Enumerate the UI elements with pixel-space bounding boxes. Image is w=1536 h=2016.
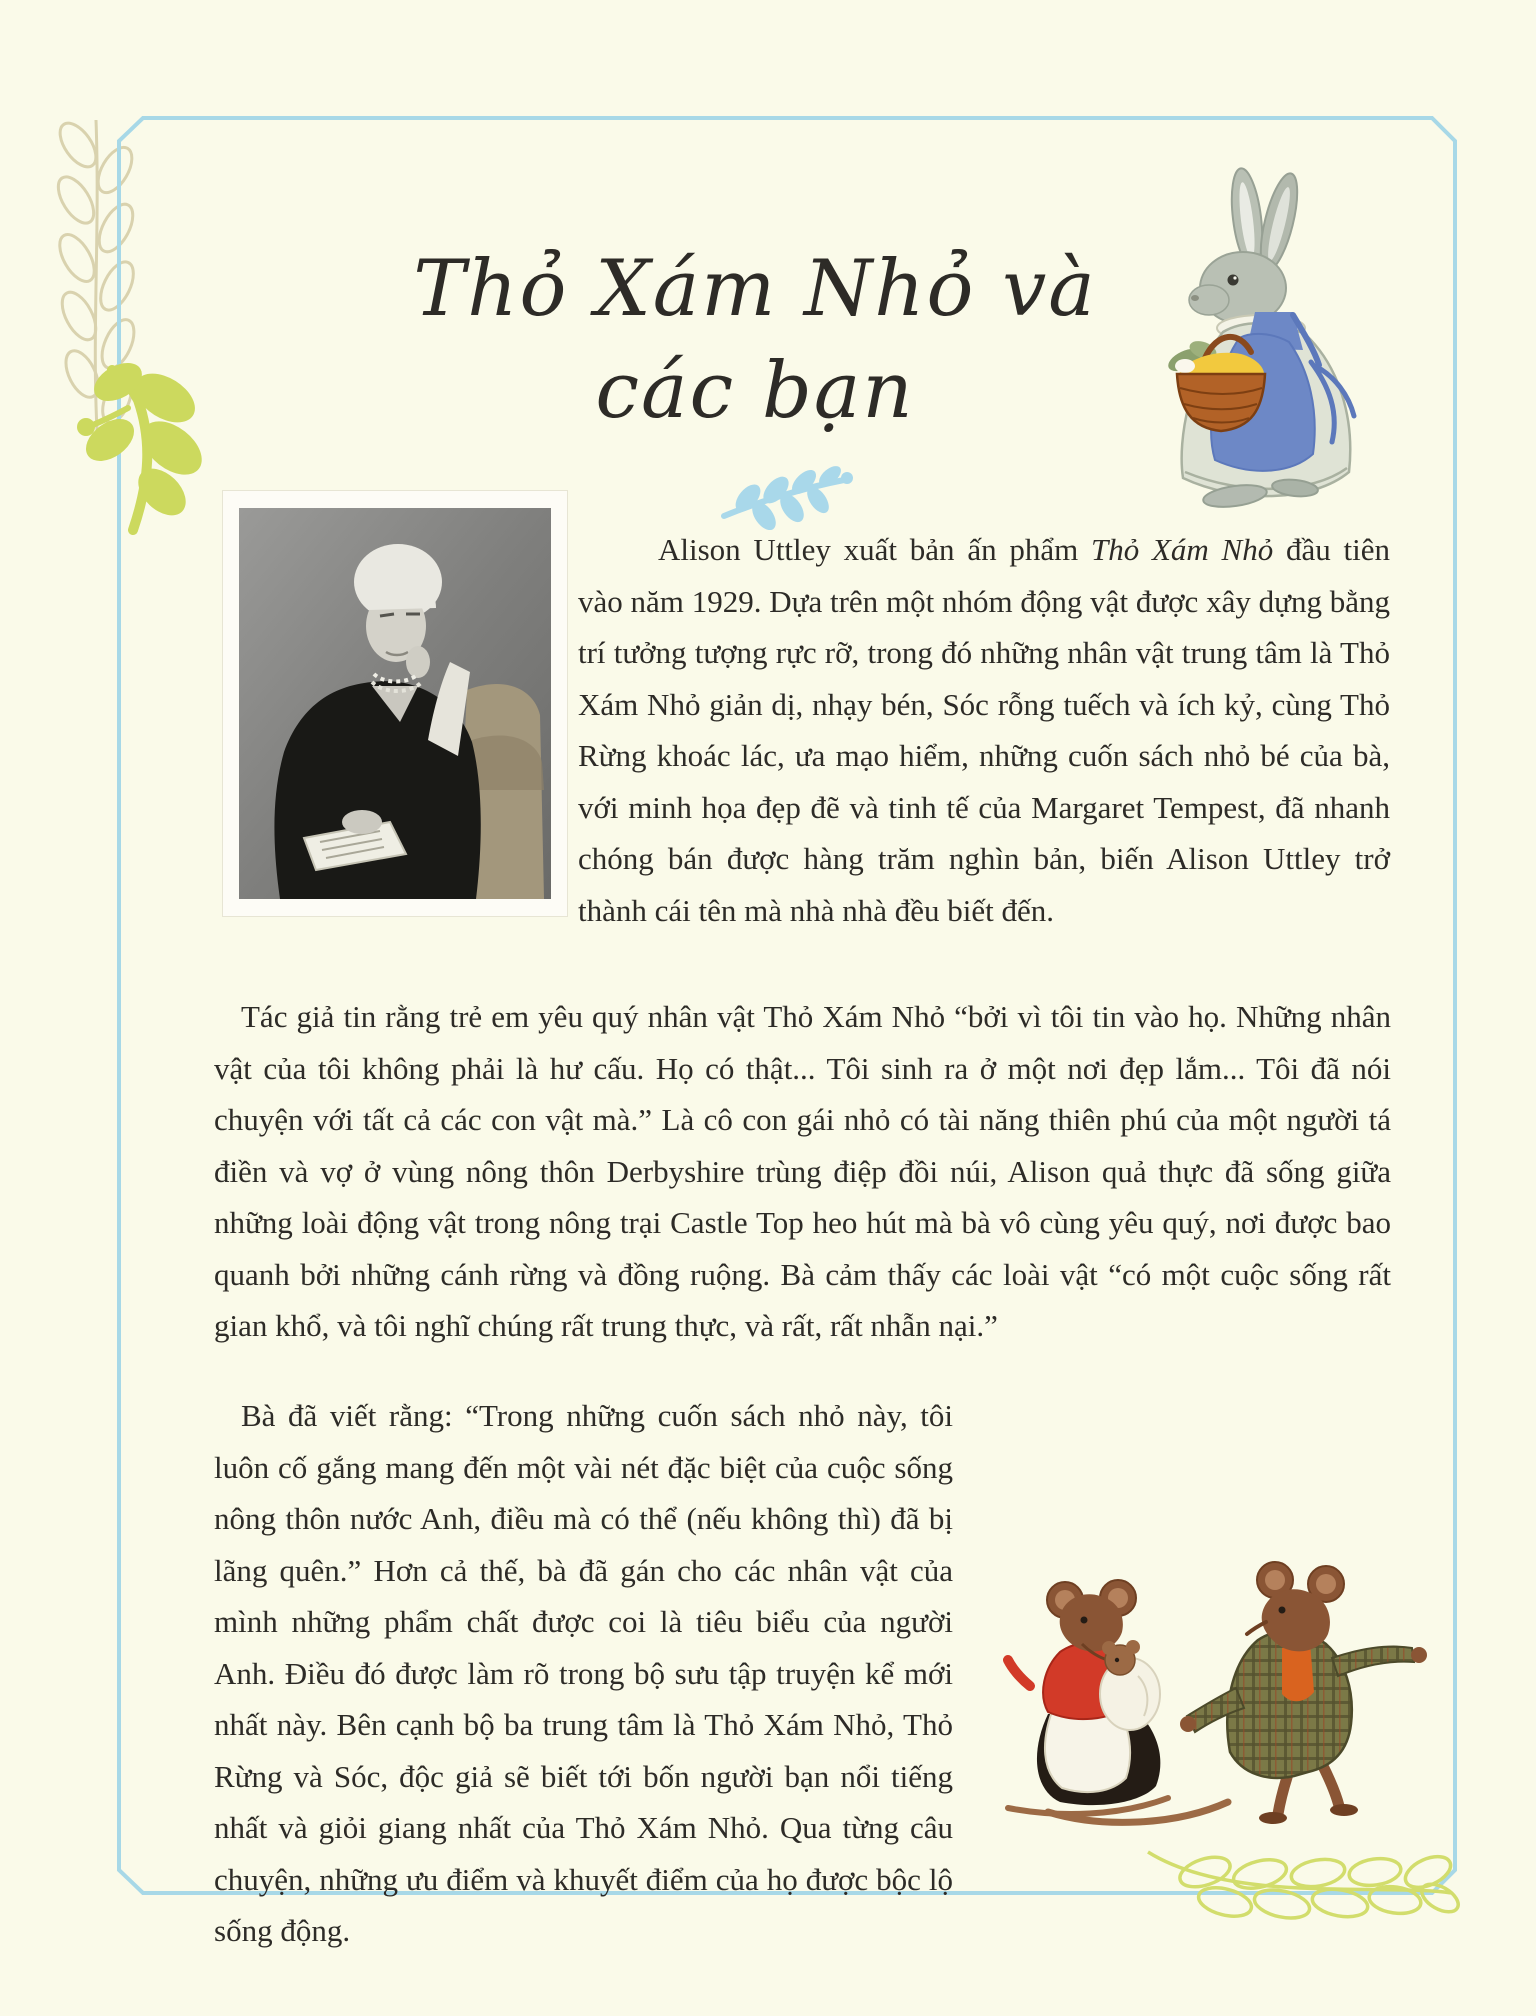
mice-illustration — [990, 1556, 1435, 1836]
father-mouse — [1180, 1562, 1427, 1824]
mouse-family-icon — [990, 1556, 1435, 1836]
paragraph-2: Tác giả tin rằng trẻ em yêu quý nhân vật Thỏ Xám Nhỏ “bởi vì tôi tin vào họ. Những nhân vật của tôi không phải là hư cấu. Họ có thật... Tôi sinh ra ở một nơi đẹp lắm... Tôi đã nói chuyện với tất cả các con vật mà.” Là cô con gái nhỏ có tài năng thiên phú của một người tá điền và vợ ở vùng nông thôn Derbyshire trùng điệp đồi núi, Alison quả thực đã sống giữa những loài động vật trong nông trại Castle Top heo hút mà bà vô cùng yêu quý, nơi được bao quanh bởi những cánh rừng và đồng ruộng. Bà cảm thấy các loài vật “có một cuộc sống rất gian khổ, và tôi nghĩ chúng rất trung thực, và rất, rất nhẫn nại.” — [214, 999, 1391, 1343]
blue-leaf-divider-icon — [718, 458, 858, 530]
mother-mouse — [1008, 1580, 1160, 1805]
page-title-line-1: Thỏ Xám Nhỏ và — [413, 244, 1097, 334]
author-photo — [222, 490, 568, 917]
alison-uttley-portrait — [222, 490, 568, 917]
paragraph-1-rest: đầu tiên vào năm 1929. Dựa trên một nhóm động vật được xây dựng bằng trí tưởng tượng rực rỡ, trong đó những nhân vật trung tâm là Thỏ Xám Nhỏ giản dị, nhạy bén, Sóc rỗng tuếch và ích kỷ, cùng Thỏ Rừng khoác lác, ưa mạo hiểm, những cuốn sách nhỏ bé của bà, với minh họa đẹp đẽ và tinh tế của Margaret Tempest, đã nhanh chóng bán được hàng trăm nghìn bản, biến Alison Uttley trở thành cái tên mà nhà nhà đều biết đến. — [578, 532, 1390, 928]
grey-rabbit-with-basket-icon — [1143, 160, 1373, 510]
paragraph-3-text: Bà đã viết rằng: “Trong những cuốn sách nhỏ này, tôi luôn cố gắng mang đến một vài nét đặc biệt của cuộc sống nông thôn nước Anh, điều mà có thể (nếu không thì) đã bị lãng quên.” Hơn cả thế, bà đã gán cho các nhân vật của mình những phẩm chất được coi là tiêu biểu của người Anh. Điều đó được làm rõ trong bộ sưu tập truyện kể mới nhất này. Bên cạnh bộ ba trung tâm là Thỏ Xám Nhỏ, Thỏ Rừng và Sóc, độc giả sẽ biết tới bốn người bạn nổi tiếng nhất và giỏi giang nhất của Thỏ Xám Nhỏ. Qua từng câu chuyện, những ưu điểm và khuyết điểm của họ được bộc lộ sống động. — [214, 1398, 953, 1948]
page-title — [340, 238, 1170, 442]
green-branch-icon — [77, 355, 212, 530]
paragraph-1-book-title: Thỏ Xám Nhỏ — [1090, 532, 1274, 567]
page-title-line-2: các bạn — [595, 346, 915, 436]
rabbit-illustration — [1143, 160, 1373, 510]
corner-vine-top-left-icon — [51, 117, 140, 430]
paragraph-1-text: Alison Uttley xuất bản ấn phẩm — [658, 532, 1091, 567]
paragraph-1 — [578, 524, 1390, 936]
